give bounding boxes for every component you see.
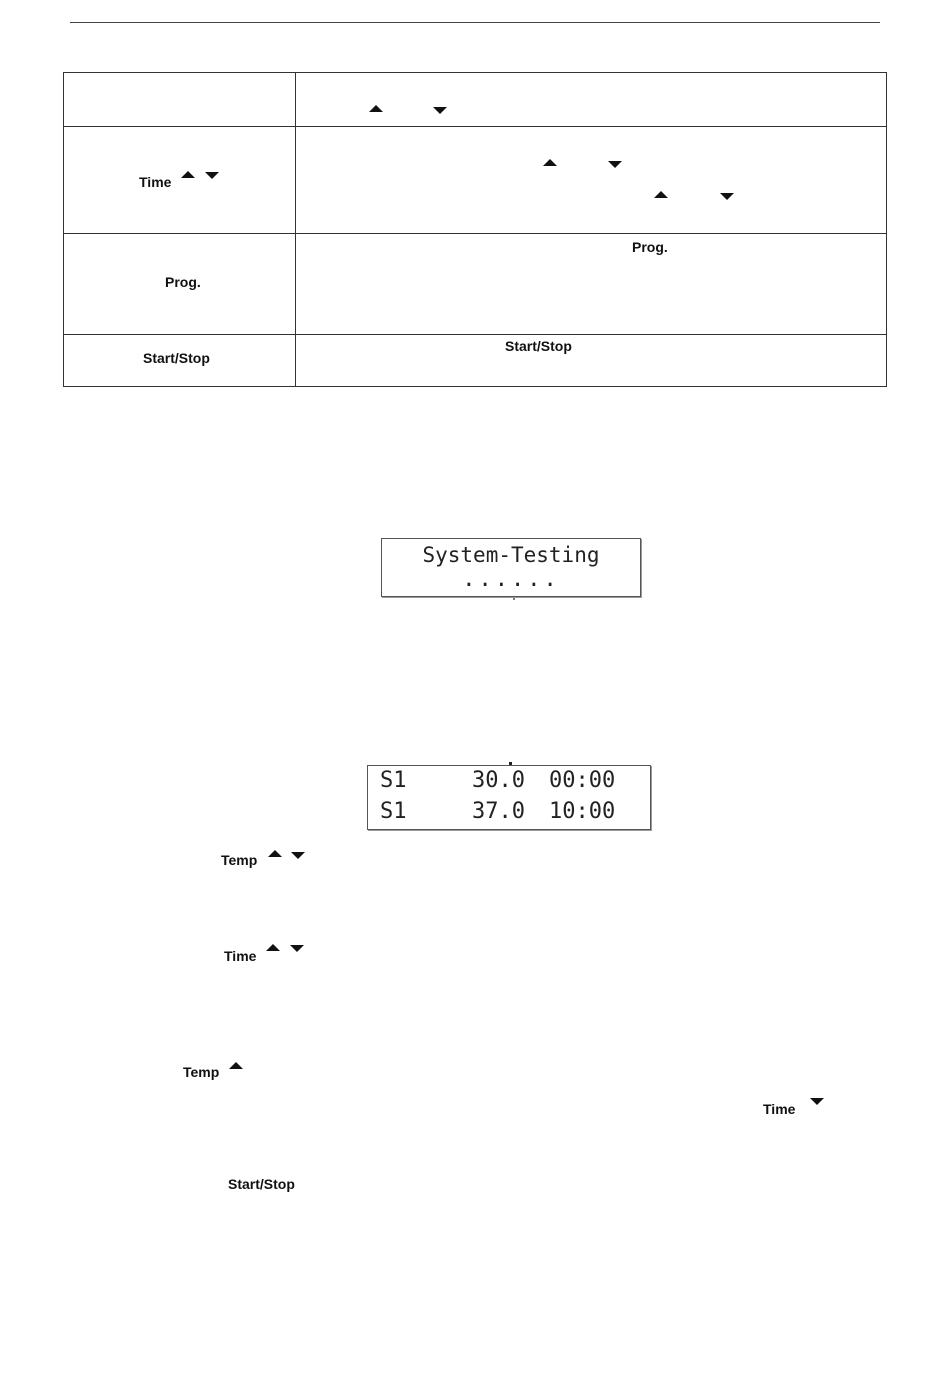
table-cell-key (64, 234, 296, 335)
key-function-table (63, 72, 887, 387)
table-row (64, 234, 887, 335)
arrow-down-icon (720, 193, 734, 200)
arrow-down-icon (810, 1098, 824, 1105)
arrow-down-icon (291, 852, 305, 859)
time-key-label: Time (763, 1101, 796, 1117)
lcd-row-current (368, 768, 650, 798)
current-temp: 30.0 (472, 768, 525, 793)
lcd-system-testing (381, 538, 641, 597)
prog-key-label: Prog. (165, 274, 201, 290)
startstop-key-ref: Start/Stop (505, 338, 572, 354)
arrow-up-icon (369, 105, 383, 112)
startstop-key-label: Start/Stop (143, 350, 210, 366)
time-key-label: Time (224, 948, 257, 964)
arrow-down-icon (433, 107, 447, 114)
arrow-up-icon (181, 171, 195, 178)
time-key-label: Time (139, 174, 172, 190)
program-number: S1 (380, 799, 407, 824)
temp-key-label: Temp (221, 852, 258, 868)
arrow-up-icon (543, 159, 557, 166)
arrow-up-icon (654, 191, 668, 198)
temp-key-label: Temp (183, 1064, 220, 1080)
lcd-row-set (368, 799, 650, 829)
table-cell-key (64, 73, 296, 127)
table-cell-desc (296, 73, 887, 127)
arrow-up-icon (266, 944, 280, 951)
prog-key-ref: Prog. (632, 239, 668, 255)
lcd-line-2: ...... (462, 567, 560, 592)
program-number: S1 (380, 768, 407, 793)
lcd-program-display (367, 765, 651, 830)
table-row (64, 127, 887, 234)
arrow-down-icon (205, 172, 219, 179)
mark (513, 598, 515, 600)
arrow-up-icon (229, 1062, 243, 1069)
table-row (64, 335, 887, 387)
table-cell-desc (296, 234, 887, 335)
arrow-down-icon (290, 945, 304, 952)
current-time: 00:00 (549, 768, 616, 793)
table-cell-key (64, 335, 296, 387)
lcd-line-1: System-Testing (422, 543, 600, 567)
table-cell-desc (296, 335, 887, 387)
header-rule (70, 22, 880, 23)
arrow-down-icon (608, 161, 622, 168)
set-time: 10:00 (549, 799, 616, 824)
table-cell-key (64, 127, 296, 234)
set-temp: 37.0 (472, 799, 525, 824)
arrow-up-icon (268, 850, 282, 857)
table-row (64, 73, 887, 127)
startstop-key-label: Start/Stop (228, 1176, 295, 1192)
table-cell-desc (296, 127, 887, 234)
